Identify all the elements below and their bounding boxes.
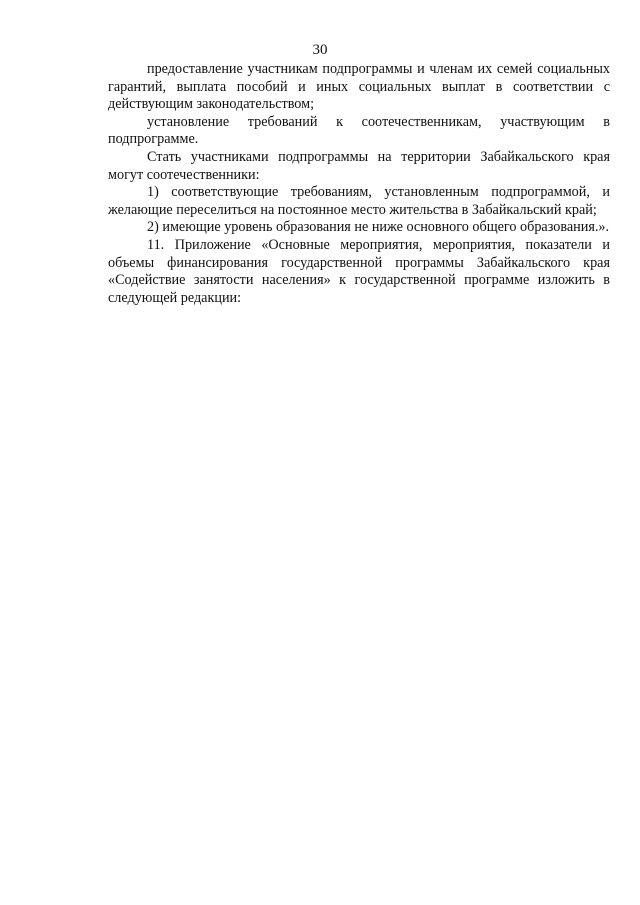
- paragraph-appendix-11: 11. Приложение «Основные мероприятия, мероприятия, показатели и объемы финансирования государственной программы Забайкальского края «Содействие занятости населения» к государственной программе изложить в следующей редакции:: [108, 236, 610, 306]
- paragraph-item-2: 2) имеющие уровень образования не ниже основного общего образования.».: [147, 219, 610, 236]
- paragraph-participants: Стать участниками подпрограммы на территории Забайкальского края могут соотечественники:: [108, 148, 610, 183]
- document-body: [108, 61, 610, 307]
- page-number: 30: [312, 42, 328, 58]
- paragraph-social-guarantees: предоставление участникам подпрограммы и членам их семей социальных гарантий, выплата пособий и иных социальных выплат в соответствии с действующим законодательством;: [108, 61, 610, 113]
- paragraph-item-1: 1) соответствующие требованиям, установленным подпрограммой, и желающие переселиться на постоянное место жительства в Забайкальский край;: [108, 184, 610, 218]
- paragraph-requirements: установление требований к соотечественникам, участвующим в подпрограмме.: [108, 113, 610, 148]
